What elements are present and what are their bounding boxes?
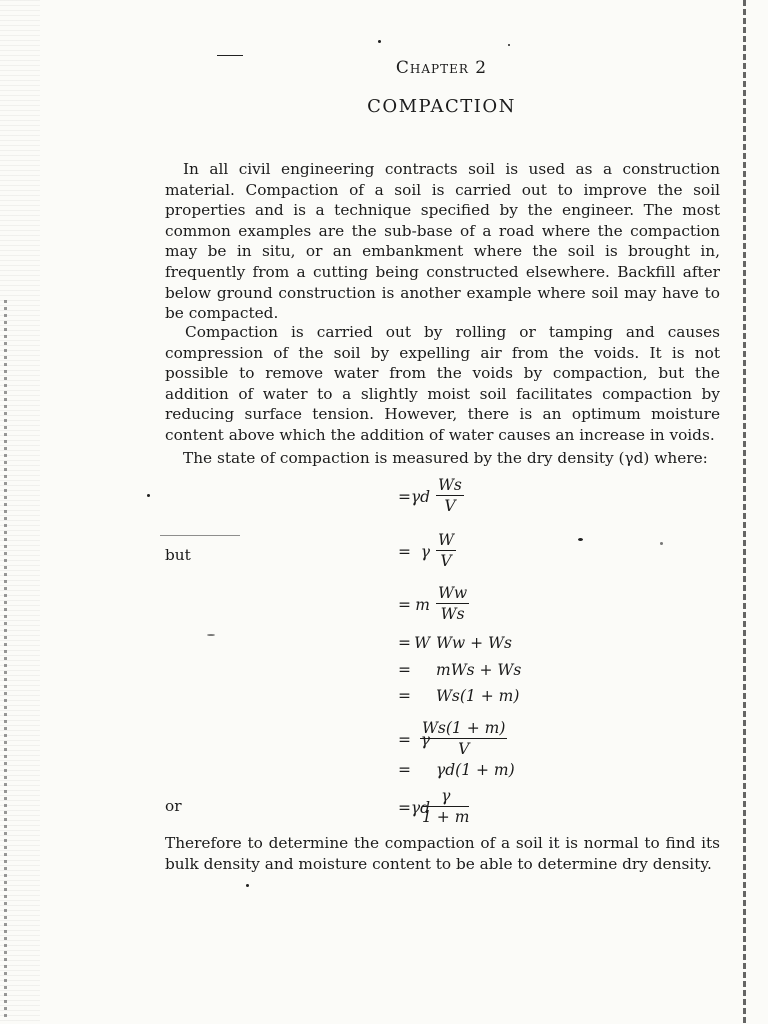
equation-lhs: γd	[410, 488, 430, 506]
equation-step-6	[320, 681, 560, 711]
equation-lhs: W	[414, 634, 430, 652]
equation-lhs: γ	[420, 543, 430, 561]
scan-speck	[147, 494, 150, 497]
equals-sign: =	[398, 687, 411, 705]
equation-step-8	[320, 755, 560, 785]
equation-dry-density	[320, 476, 560, 515]
equation-total-weight	[320, 628, 560, 658]
numerator: γ	[441, 787, 451, 805]
equation-dry-density-result	[320, 787, 560, 826]
equation-moisture-content	[320, 584, 560, 623]
numerator: W	[438, 531, 454, 549]
equation-fraction	[436, 476, 464, 515]
scan-speck	[217, 55, 243, 56]
numerator: Ws	[438, 476, 462, 494]
equation-bulk-density	[320, 531, 560, 570]
equation-rhs: mWs + Ws	[436, 661, 522, 679]
scan-speck	[160, 535, 240, 536]
equation-rhs: γd(1 + m)	[436, 761, 515, 779]
equals-sign: =	[398, 799, 411, 817]
scan-speck	[246, 884, 249, 887]
scan-left-edge-marks	[4, 300, 7, 1020]
equals-sign: =	[398, 661, 411, 679]
equation-fraction	[420, 719, 507, 758]
equation-lhs: γd	[410, 799, 430, 817]
scan-speck	[508, 44, 510, 46]
chapter-heading	[0, 58, 768, 78]
equation-fraction	[422, 787, 469, 826]
equals-sign: =	[398, 488, 411, 506]
paragraph-1: In all civil engineering contracts soil is used as a construction material. Compaction of a soil is carried out to improve the soil properties and is a technique specified by the engineer. The most common examples are the sub-base of a road where the compaction may be in situ, or an embankment where the soil is brought in, frequently from a cutting being constructed elsewhere. Backfill after below ground construction is another example where soil may have to be compacted.	[165, 160, 720, 323]
numerator: Ws(1 + m)	[422, 719, 506, 737]
paragraph-2: Compaction is carried out by rolling or tamping and causes compression of the soil by expelling air from the voids. It is not possible to remove water from the voids by compaction, but the addition of water to a slightly moist soil facilitates compaction by reducing surface tension. However, there is an optimum moisture content above which the addition of water causes an increase in voids.	[165, 323, 720, 444]
equation-bulk-density-expanded	[320, 719, 560, 758]
denominator: V	[458, 740, 470, 758]
denominator: V	[444, 497, 456, 515]
equals-sign: =	[398, 543, 411, 561]
equation-fraction	[436, 584, 469, 623]
denominator: 1 + m	[422, 808, 470, 826]
equals-sign: =	[398, 731, 411, 749]
equation-fraction	[436, 531, 456, 570]
equals-sign: =	[398, 596, 411, 614]
label-but: but	[165, 546, 191, 564]
equals-sign: =	[398, 761, 411, 779]
equation-lhs: m	[415, 596, 430, 614]
paragraph-3: The state of compaction is measured by the dry density (γd) where:	[183, 449, 708, 467]
scan-speck	[207, 634, 215, 636]
equation-rhs: Ww + Ws	[436, 634, 512, 652]
equation-lhs: γ	[420, 731, 430, 749]
scan-speck	[378, 40, 381, 43]
label-or: or	[165, 797, 182, 815]
denominator: V	[440, 552, 452, 570]
paragraph-4: Therefore to determine the compaction of a soil it is normal to find its bulk density and moisture content to be able to determine dry density.	[165, 834, 720, 873]
chapter-label: Chapter 2	[395, 58, 488, 78]
scan-speck	[660, 542, 663, 545]
scan-right-edge-line	[743, 0, 746, 1024]
page-title: COMPACTION	[367, 96, 516, 117]
denominator: Ws	[440, 605, 465, 623]
equals-sign: =	[398, 634, 411, 652]
scan-speck	[578, 538, 583, 541]
equation-rhs: Ws(1 + m)	[436, 687, 520, 705]
numerator: Ww	[438, 584, 468, 602]
